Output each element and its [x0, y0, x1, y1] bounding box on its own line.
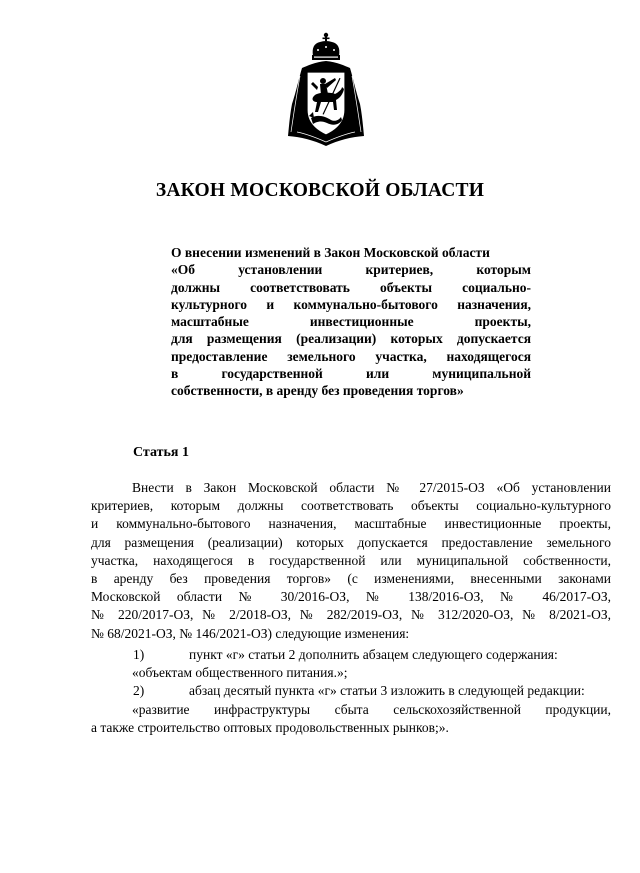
subtitle-line: масштабные инвестиционные проекты,: [171, 314, 531, 330]
subtitle-line: должны соответствовать объекты социально-: [171, 279, 531, 295]
subtitle-line: «Об установлении критериев, которым: [171, 262, 531, 278]
coat-of-arms-icon: [287, 32, 365, 148]
item-quote-line: а также строительство оптовых продовольственных рынков;».: [91, 719, 449, 735]
body-line: для размещения (реализации) которых допускается предоставление земельного: [91, 534, 611, 550]
subtitle-line: О внесении изменений в Закон Московской области: [171, 245, 490, 260]
amendment-list: [91, 646, 611, 737]
article-body: [91, 479, 611, 643]
list-item: [91, 682, 611, 700]
item-text: абзац десятый пункта «г» статьи 3 изложить в следующей редакции:: [189, 683, 585, 699]
body-line: участка, находящегося в государственной или муниципальной собственности,: [91, 552, 611, 568]
item-quote-line: «объектам общественного питания.»;: [132, 665, 348, 681]
body-line: и коммунально-бытового назначения, масштабные инвестиционные проекты,: [91, 516, 611, 532]
subtitle-line: в государственной или муниципальной: [171, 366, 531, 382]
subtitle-line: культурного и коммунально-бытового назначения,: [171, 296, 531, 312]
subtitle-line: собственности, в аренду без проведения торгов»: [171, 383, 464, 399]
item-number: 1): [133, 647, 145, 662]
law-subtitle: [171, 244, 531, 400]
document-title: ЗАКОН МОСКОВСКОЙ ОБЛАСТИ: [155, 180, 485, 201]
subtitle-line: предоставление земельного участка, находящегося: [171, 348, 531, 364]
item-quote-line: «развитие инфраструктуры сбыта сельскохозяйственной продукции,: [132, 701, 611, 717]
item-number: 2): [133, 683, 145, 699]
body-line: в аренду без проведения торгов» (с изменениями, внесенными законами: [91, 571, 611, 587]
subtitle-line: для размещения (реализации) которых допускается: [171, 331, 531, 347]
article-heading: Статья 1: [133, 445, 189, 460]
body-line: Московской области № 30/2016-ОЗ, № 138/2016-ОЗ, № 46/2017-ОЗ,: [91, 589, 611, 605]
body-line: № 68/2021-ОЗ, № 146/2021-ОЗ) следующие изменения:: [91, 625, 410, 641]
item-text: пункт «г» статьи 2 дополнить абзацем следующего содержания:: [189, 647, 558, 662]
body-line: критериев, которым должны соответствовать объекты социально-культурного: [91, 498, 611, 514]
body-line: Внести в Закон Московской области № 27/2015-ОЗ «Об установлении: [132, 480, 611, 495]
list-item: [91, 646, 611, 664]
body-line: № 220/2017-ОЗ, № 2/2018-ОЗ, № 282/2019-ОЗ, № 312/2020-ОЗ, № 8/2021-ОЗ,: [91, 607, 611, 623]
